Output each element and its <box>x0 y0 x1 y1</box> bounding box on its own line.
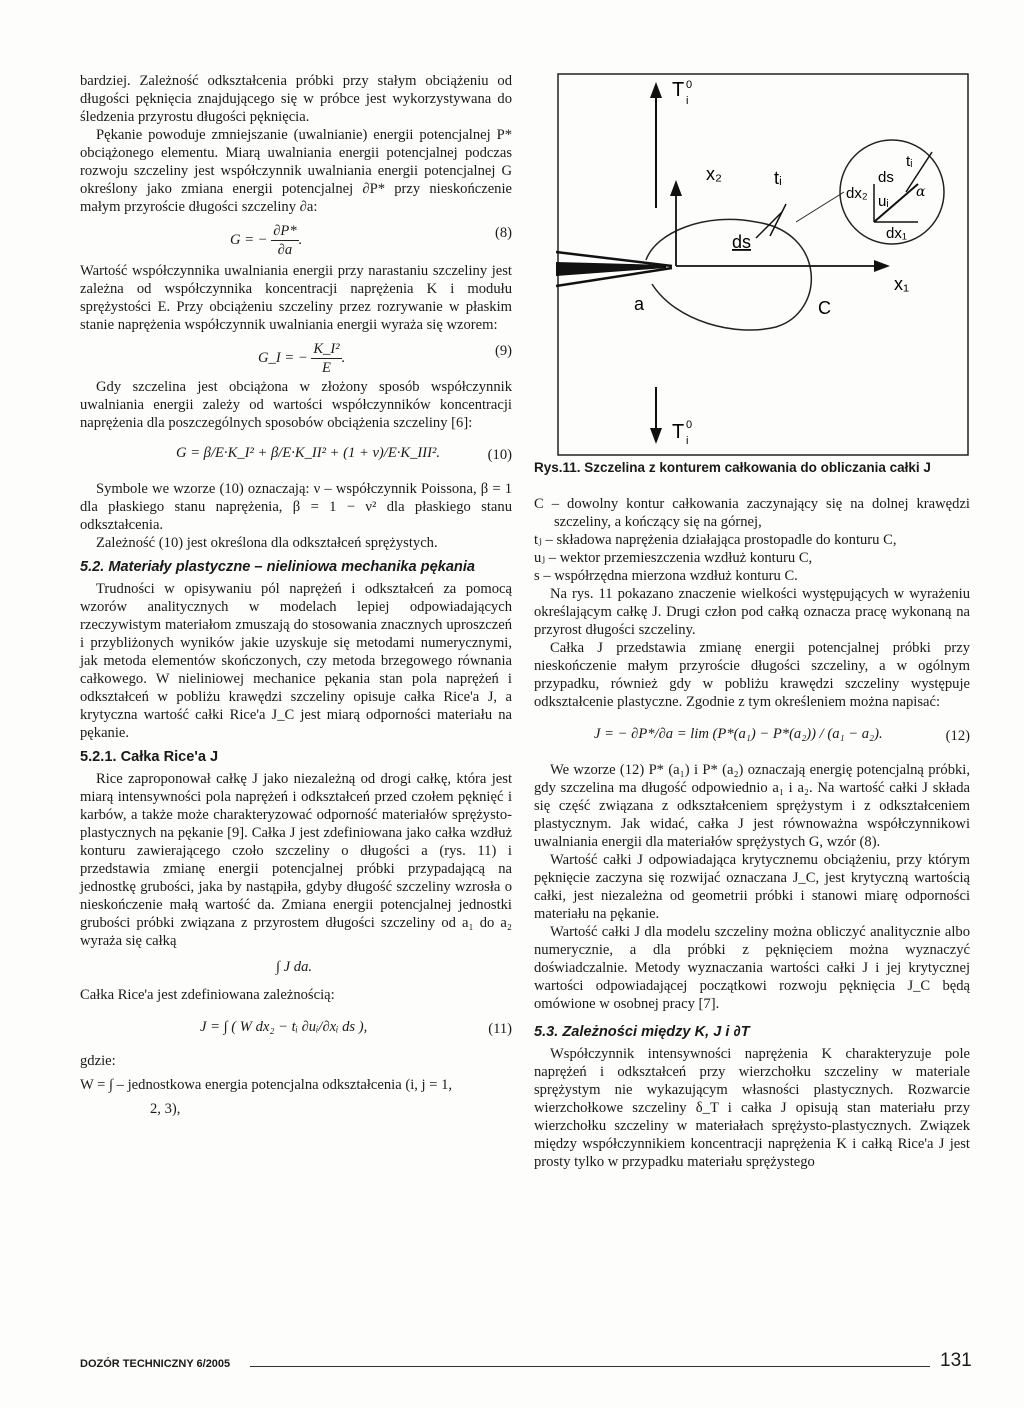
paragraph: Symbole we wzorze (10) oznaczają: ν – współczynnik Poissona, β = 1 dla płaskiego stanu naprężenia, β = 1 − ν² dla płaskiego stanu odkształcenia. <box>80 481 512 533</box>
footer-rule <box>250 1366 930 1367</box>
paragraph: bardziej. Zależność odkształcenia próbki przy stałym obciążeniu od długości pęknięcia znajdującego się w próbce jest wykorzystywana do śledzenia przyrostu długości pęknięcia. <box>80 73 512 125</box>
eq-body: J = − ∂P*/∂a = lim (P*(a₁) − P*(a₂)) / (a₁ − a₂). <box>594 726 883 742</box>
paragraph: Na rys. 11 pokazano znaczenie wielkości występujących w wyrażeniu określającym całkę J. Drugi człon pod całką oznacza pracę wykonaną na przyrost długości szczeliny. <box>534 586 970 638</box>
inset-label-ti: tᵢ <box>906 153 913 170</box>
label-t-top-sup: 0 <box>686 79 693 91</box>
eq-denominator: ∂a <box>277 242 293 258</box>
label-t-top: T <box>672 79 685 101</box>
label-t-top-sub: i <box>686 95 689 107</box>
equation-12 <box>534 711 970 761</box>
label-t-bottom: T <box>672 421 685 443</box>
label-ti: tᵢ <box>774 168 782 188</box>
paragraph: We wzorze (12) P* (a₁) i P* (a₂) oznaczają energię potencjalną próbki, gdy szczelina ma długość odpowiednio a₁ i a₂. Na wartość całki J składa się część związana z odkształceniem sprężystym i z odkształceniem plastycznym. Jak widać, całka J jest równoważna współczynnikowi uwalniania energii dla materiałów sprężystych G, wzór (8). <box>534 762 970 850</box>
contour-c <box>646 219 811 330</box>
label-a: a <box>634 294 645 314</box>
equation-number: (12) <box>945 728 970 744</box>
t-bottom-arrowhead <box>650 428 662 444</box>
paragraph: Gdy szczelina jest obciążona w złożony sposób współczynnik uwalniania energii zależy od wartości współczynników koncentracji naprężenia dla poszczególnych sposobów obciążenia szczeliny [6]: <box>80 379 512 431</box>
integral-expression <box>80 950 512 986</box>
paragraph: Trudności w opisywaniu pól naprężeń i odkształceń za pomocą wzorów analitycznych w modelach lepiej odpowiadających rzeczywistym materiałom zmuszają do stosowania znacznych uproszczeń i przybliżonych wyników jakie uzyskuje się metodami numerycznymi, jak metoda elementów skończonych, czy metoda brzegowego równania całkowego. W nieliniowej mechanice pękania stan pola naprężeń i odkształceń w pobliżu krawędzi szczeliny opisuje całka Rice'a J, a krytyczna wartość całki Rice'a J_C jest miarą odporności materiału na pękanie. <box>80 581 512 741</box>
eq-fraction <box>271 222 298 259</box>
definition-w: W = ∫ – jednostkowa energia potencjalna odkształcenia (i, j = 1, <box>80 1077 453 1093</box>
paragraph: Całka Rice'a jest zdefiniowana zależnością: <box>80 987 335 1003</box>
label-c: C <box>818 298 831 318</box>
label-ds: ds <box>732 232 752 252</box>
inset-label-dx1: dx₁ <box>886 225 907 242</box>
journal-name: DOZÓR TECHNICZNY 6/2005 <box>80 1358 231 1370</box>
paragraph: Pękanie powoduje zmniejszanie (uwalnianie) energii potencjalnej P* obciążonego elementu. Miarą uwalniania energii potencjalnej podczas rozwoju szczeliny jest współczynnik uwalniania energii potencjalnej G określony jako zmiana energii potencjalnej ∂P* przy nieskończenie małym przyroście długości szczeliny ∂a: <box>80 127 512 215</box>
page-number: 131 <box>940 1350 972 1371</box>
inset-label-ui: uᵢ <box>878 193 889 210</box>
paragraph: Zależność (10) jest określona dla odkształceń sprężystych. <box>96 535 438 551</box>
section-heading: 5.3. Zależności między K, J i ∂T <box>534 1024 750 1040</box>
inset-label-alpha: α <box>916 184 926 200</box>
section-heading: 5.2. Materiały plastyczne – nieliniowa mechanika pękania <box>80 559 476 575</box>
eq-denominator: E <box>322 360 331 376</box>
inset-label-dx2: dx₂ <box>846 185 868 202</box>
integral-text: ∫ J da. <box>276 959 313 975</box>
equation-number: (11) <box>488 1021 512 1037</box>
definition-list <box>534 495 970 585</box>
equation-number: (9) <box>494 343 512 359</box>
eq-numerator: K_I² <box>313 341 340 357</box>
left-column <box>80 72 512 1118</box>
definition-item: s – współrzędna mierzona wzdłuż konturu C. <box>534 568 798 584</box>
label-t-bottom-sub: i <box>686 435 689 447</box>
eq-numerator: ∂P* <box>273 223 297 239</box>
equation-8: G = − $\frac{\partial P*}{\partial a}$ . (8) <box>230 223 512 258</box>
equation-11 <box>80 1004 512 1052</box>
definition-item: tⱼ – składowa naprężenia działająca prostopadle do konturu C, <box>534 532 897 548</box>
eq-body: J = ∫ ( W dx₂ − tᵢ ∂uᵢ/∂xᵢ ds ), <box>200 1019 368 1035</box>
figure-crack-contour <box>556 72 972 457</box>
section-heading: 5.2.1. Całka Rice'a J <box>80 749 219 765</box>
paragraph: Wartość współczynnika uwalniania energii przy narastaniu szczeliny jest zależna od współczynnika koncentracji naprężenia K i modułu sprężystości E. Przy obciążeniu szczeliny przez rozrywanie w płaskim stanie naprężenia współczynnik uwalniania energii wyraża się wzorem: <box>80 263 512 333</box>
equation-number: (8) <box>494 225 512 241</box>
label-t-bottom-sup: 0 <box>686 419 693 431</box>
ds-vector <box>756 212 782 238</box>
eq-lhs: G = − <box>230 231 268 248</box>
x1-arrowhead <box>874 260 890 272</box>
right-column <box>534 495 970 1171</box>
eq-body: G = β/E·K_I² + β/E·K_II² + (1 + ν)/E·K_III². <box>176 445 441 461</box>
inset-label-ds: ds <box>878 169 894 186</box>
paragraph: Rice zaproponował całkę J jako niezależną od drogi całkę, która jest miarą intensywności pola naprężeń i odkształceń przed czołem pęknięć i karbów, a także może charakteryzować odporność materiałów sprężysto-plastycznych na pękanie [9]. Całka J jest zdefiniowana jako całka wzdłuż konturu zawierającego czoło szczeliny o długości a (rys. 11) i przedstawia zmianę energii potencjalnej próbki przypadającą na jednostkę grubości, jaka by nastąpiła, gdyby długość szczeliny wzrosła o nieskończenie małą wartość da. Zmiana energii potencjalnej jednostki grubości próbki związana z przyrostem długości szczeliny od a₁ do a₂ wyraża się całką <box>80 771 512 949</box>
paragraph: Całka J przedstawia zmianę energii potencjalnej próbki przy nieskończenie małym przyroście długości szczeliny, a w ogólnym przypadku, również gdy w pobliżu krawędzi szczeliny występuje odkształcenie plastyczne. Zgodnie z tym określeniem można napisać: <box>534 640 970 710</box>
label-x2: x₂ <box>706 164 722 184</box>
definition-w-cont: 2, 3), <box>150 1101 181 1117</box>
eq-lhs: G_I = − <box>258 349 308 366</box>
paragraph: Wartość całki J odpowiadająca krytycznemu obciążeniu, przy którym pęknięcie zaczyna się rozwijać oznaczana J_C, jest krytyczną wartością całki, jest niezależna od geometrii próbki i stanowi miarę odporności materiału na pękanie. <box>534 852 970 922</box>
figure-svg <box>556 72 972 457</box>
figure-caption: Rys.11. Szczelina z konturem całkowania do obliczania całki J <box>534 460 931 475</box>
paragraph: gdzie: <box>80 1053 116 1069</box>
equation-9: G_I = − $\frac{\text{K\_I²}}{E}$ . (9) <box>258 341 512 376</box>
definition-item: uⱼ – wektor przemieszczenia wzdłuż konturu C, <box>534 550 813 566</box>
eq-fraction <box>311 340 341 377</box>
inset-leader <box>796 192 844 222</box>
x2-arrowhead <box>670 180 682 196</box>
equation-10 <box>80 432 512 480</box>
label-x1: x₁ <box>894 274 910 294</box>
definition-item: C – dowolny kontur całkowania zaczynający się na dolnej krawędzi szczeliny, a kończący się na górnej, <box>534 496 970 530</box>
t-top-arrowhead <box>650 82 662 98</box>
equation-number: (10) <box>487 447 512 463</box>
paragraph: Współczynnik intensywności naprężenia K charakteryzuje pole naprężeń i odkształceń przy wierzchołku szczeliny w materiale sprężystym nie wykazującym własności plastycznych. Rozwarcie wierzchołkowe szczeliny δ_T i całka J opisują stan materiału przy wierzchołku szczeliny w materiałach sprężysto-plastycznych. Związek między współczynnikiem koncentracji naprężenia K i całką Rice'a J jest prosty tylko w przypadku materiału sprężystego <box>534 1046 970 1170</box>
paragraph: Wartość całki J dla modelu szczeliny można obliczyć analitycznie albo numerycznie, a dla próbki z pęknięciem można wyznaczyć doświadczalnie. Metody wyznaczania wartości całki J i jej krytycznej wartości odpowiadającej początkowi rozwoju pęknięcia J_C będą omówione w osobnej pracy [7]. <box>534 924 970 1012</box>
